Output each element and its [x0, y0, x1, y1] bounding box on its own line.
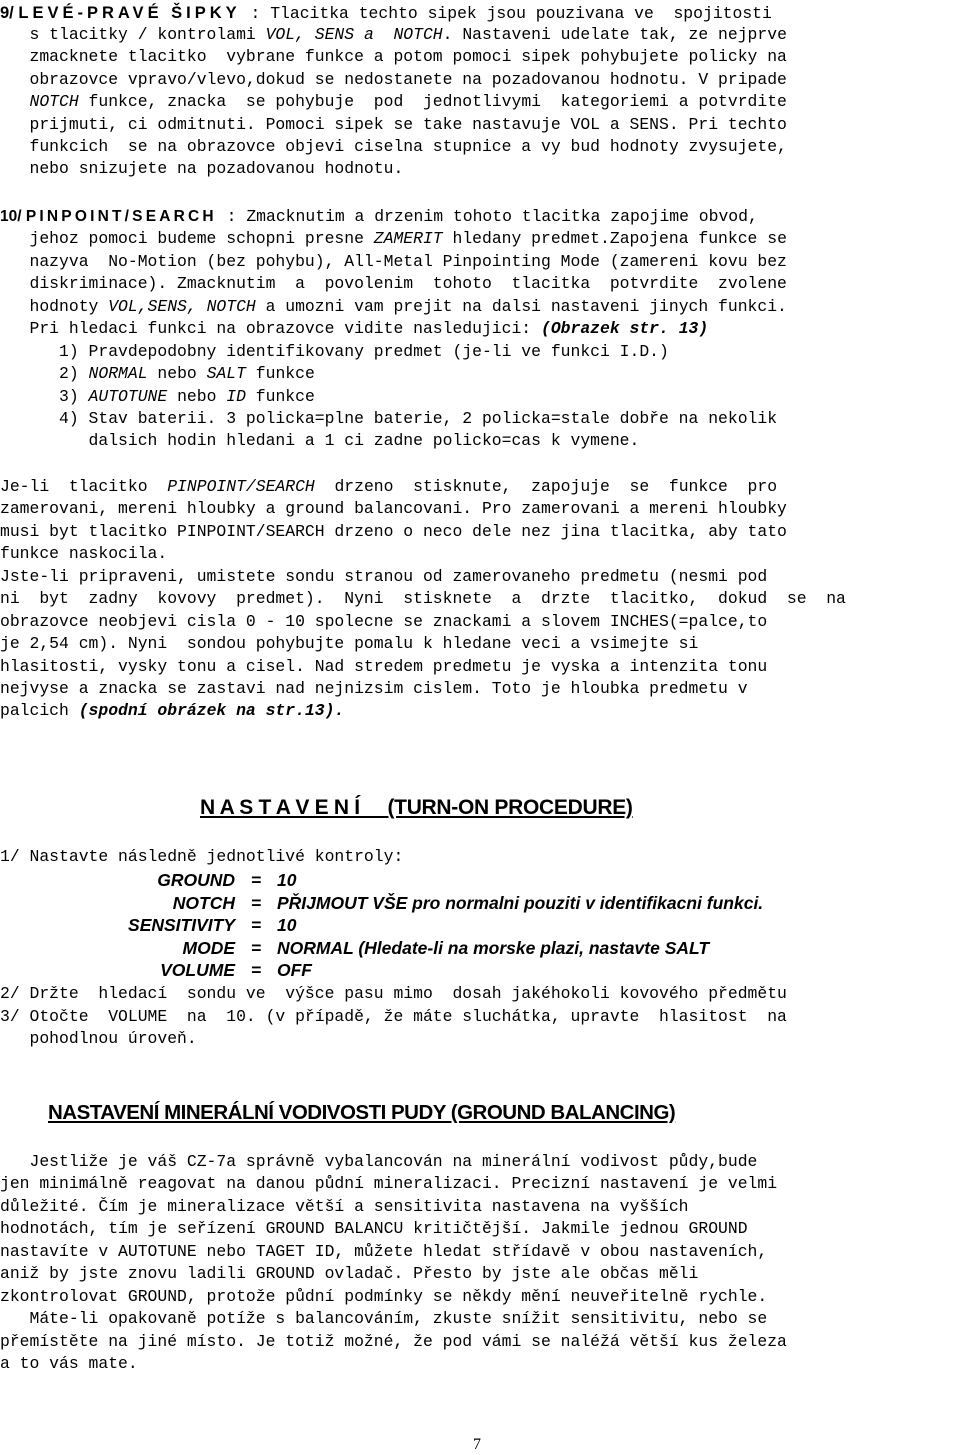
setting-equals: =	[250, 938, 262, 958]
pinpoint-line-9: hlasitosti, vysky tonu a cisel. Nad stredem predmetu je vyska a intenzita tonu	[0, 657, 768, 676]
section10-line-4: diskriminace). Zmacknutim a povolenim tohoto tlacitka potvrdite zvolene	[0, 274, 787, 293]
setting-key: NOTCH	[172, 893, 235, 913]
setting-key: SENSITIVITY	[128, 915, 235, 935]
list-item-italic: AUTOTUNE	[88, 387, 168, 406]
section9-text: s tlacitky / kontrolami	[0, 25, 266, 44]
section10-text: jehoz pomoci budeme schopni presne	[0, 229, 374, 248]
turn-on-title: N A S T A V E N Í (TURN-ON PROCEDURE)	[200, 796, 633, 819]
gb-line: nastavíte v AUTOTUNE nebo TAGET ID, můžete hledat střídavě v obou nastaveních,	[0, 1242, 768, 1261]
pinpoint-line-11	[0, 700, 344, 722]
section10-number: 10/	[0, 208, 26, 225]
section9-heading: LEVÉ-PRAVÉ ŠIPKY	[18, 4, 241, 22]
list-item-text: 3)	[0, 387, 89, 406]
pinpoint-line-10: nejvyse a znacka se zastavi nad nejnizsim cislem. Toto je hloubka predmetu v	[0, 679, 748, 698]
gb-line: Jestliže je váš CZ-7a správně vybalancován na minerální vodivost půdy,bude	[0, 1152, 758, 1171]
setting-key: VOLUME	[160, 960, 235, 980]
turn-on-step-2: 2/ Držte hledací sondu ve výšce pasu mimo dosah jakéhokoli kovového předmětu	[0, 984, 787, 1003]
section9-line-4: obrazovce vpravo/vlevo,dokud se nedostanete na pozadovanou hodnotu. V pripade	[0, 70, 787, 89]
section9-line-6: prijmuti, ci odmitnuti. Pomoci sipek se take nastavuje VOL a SENS. Pri techto	[0, 115, 787, 134]
setting-equals: =	[250, 915, 262, 935]
gb-line: důležité. Čím je mineralizace větší a sensitivita nastavena na vyšších	[0, 1197, 689, 1216]
pinpoint-text: Je-li tlacitko	[0, 477, 168, 496]
section10-line-3: nazyva No-Motion (bez pohybu), All-Metal Pinpointing Mode (zamereni kovu bez	[0, 252, 787, 271]
ground-balancing-title: NASTAVENÍ MINERÁLNÍ VODIVOSTI PUDY (GROUND BALANCING)	[48, 1101, 676, 1124]
list-item	[0, 341, 669, 363]
figure-reference: (Obrazek str. 13)	[540, 319, 709, 338]
section10-line-1	[0, 206, 758, 228]
section10-text: hodnoty	[0, 297, 109, 316]
list-item-text: nebo	[167, 387, 227, 406]
section9-italic-text: NOTCH	[0, 92, 79, 111]
section10-italic-text: VOL,SENS, NOTCH	[108, 297, 256, 316]
setting-value: OFF	[277, 960, 312, 980]
list-item-text: funkce	[245, 387, 315, 406]
section9-number: 9/	[0, 4, 19, 22]
turn-on-step-3: 3/ Otočte VOLUME na 10. (v případě, že máte sluchátka, upravte hlasitost na	[0, 1007, 787, 1026]
pinpoint-line-5: Jste-li pripraveni, umistete sondu stranou od zamerovaneho predmetu (nesmi pod	[0, 567, 768, 586]
setting-ground	[0, 869, 296, 891]
list-item	[0, 363, 315, 385]
gb-line: jen minimálně reagovat na danou půdní mineralizaci. Precizní nastavení je velmi	[0, 1174, 778, 1193]
gb-line: Máte-li opakovaně potíže s balancováním, zkuste snížit sensitivitu, nebo se	[0, 1309, 768, 1328]
pinpoint-text: palcich	[0, 701, 79, 720]
section10-line-5	[0, 296, 787, 318]
setting-equals: =	[250, 960, 262, 980]
section9-line-7: funkcich se na obrazovce objevi ciselna stupnice a vy bud hodnoty zvysujete,	[0, 137, 787, 156]
setting-equals: =	[250, 893, 262, 913]
gb-line: hodnotách, tím je seřízení GROUND BALANCU kritičtější. Jakmile jednou GROUND	[0, 1219, 748, 1238]
list-item-italic: ID	[226, 387, 246, 406]
setting-value: 10	[277, 915, 297, 935]
list-item-italic: NORMAL	[88, 364, 148, 383]
section10-heading: PINPOINT/SEARCH	[25, 208, 217, 225]
section10-line-2	[0, 228, 787, 250]
section9-text: . Nastaveni udelate tak, ze nejprve	[442, 25, 787, 44]
list-item-text: 1) Pravdepodobny identifikovany predmet (je-li ve funkci I.D.)	[0, 342, 669, 361]
setting-key: GROUND	[157, 870, 235, 890]
setting-mode	[0, 937, 709, 959]
setting-value: PŘIJMOUT VŠE pro normalni pouziti v identifikacni funkci.	[277, 893, 764, 913]
list-item-text: 2)	[0, 364, 89, 383]
pinpoint-line-4: funkce naskocila.	[0, 544, 168, 563]
turn-on-step-1: 1/ Nastavte následně jednotlivé kontroly:	[0, 847, 404, 866]
section9-text: : Tlacitka techto sipek jsou pouzivana ve spojitosti	[240, 4, 772, 23]
list-item	[0, 386, 315, 408]
pinpoint-line-7: obrazovce neobjevi cisla 0 - 10 spolecne se znackami a slovem INCHES(=palce,to	[0, 612, 768, 631]
list-item-text: dalsich hodin hledani a 1 ci zadne policko=cas k vymene.	[0, 431, 640, 450]
gb-line: zkontrolovat GROUND, protože půdní podmínky se někdy mění neuveřitelně rychle.	[0, 1287, 768, 1306]
section9-text: funkce, znacka se pohybuje pod jednotlivymi kategoriemi a potvrdite	[78, 92, 787, 111]
list-item-italic: SALT	[206, 364, 246, 383]
section9-italic-text: VOL, SENS a NOTCH	[265, 25, 443, 44]
section10-line-6	[0, 318, 708, 340]
setting-notch	[0, 892, 763, 914]
setting-sensitivity	[0, 914, 296, 936]
setting-value: NORMAL (Hledate-li na morske plazi, nastavte SALT	[277, 938, 710, 958]
pinpoint-line-8: je 2,54 cm). Nyni sondou pohybujte pomalu k hledane veci a vsimejte si	[0, 634, 699, 653]
section9-line-3: zmacknete tlacitko vybrane funkce a potom pomoci sipek pohybujete policky na	[0, 47, 787, 66]
pinpoint-line-2: zamerovani, mereni hloubky a ground balancovani. Pro zamerovani a mereni hloubky	[0, 499, 787, 518]
section9-line-8: nebo snizujete na pozadovanou hodnotu.	[0, 159, 404, 178]
section9-line-1	[0, 2, 772, 25]
gb-line: přemístěte na jiné místo. Je totiž možné, že pod vámi se naléžá větší kus železa	[0, 1332, 787, 1351]
list-item	[0, 430, 639, 452]
list-item-text: funkce	[245, 364, 315, 383]
list-item	[0, 408, 777, 430]
page-number: 7	[473, 1436, 481, 1453]
section10-text: a umozni vam prejit na dalsi nastaveni jinych funkci.	[255, 297, 787, 316]
pinpoint-line-3: musi byt tlacitko PINPOINT/SEARCH drzeno o neco dele nez jina tlacitka, aby tato	[0, 522, 787, 541]
gb-line: aniž by jste znovu ladili GROUND ovladač. Přesto by jste ale občas měli	[0, 1264, 699, 1283]
gb-line: a to vás mate.	[0, 1354, 138, 1373]
section10-italic-text: ZAMERIT	[373, 229, 443, 248]
turn-on-step-3-cont: pohodlnou úroveň.	[0, 1029, 197, 1048]
list-item-text: nebo	[147, 364, 207, 383]
section9-line-5	[0, 91, 787, 113]
setting-key: MODE	[182, 938, 235, 958]
section10-text: hledany predmet.Zapojena funkce se	[442, 229, 787, 248]
setting-volume	[0, 959, 312, 981]
figure-reference: (spodní obrázek na str.13).	[78, 701, 345, 720]
section10-text: : Zmacknutim a drzenim tohoto tlacitka zapojime obvod,	[216, 207, 758, 226]
setting-value: 10	[277, 870, 297, 890]
list-item-text: 4) Stav baterii. 3 policka=plne baterie, 2 policka=stale dobře na nekolik	[0, 409, 778, 428]
section9-line-2	[0, 24, 787, 46]
pinpoint-line-6: ni byt zadny kovovy predmet). Nyni stisknete a drzte tlacitko, dokud se na	[0, 589, 846, 608]
pinpoint-text: drzeno stisknute, zapojuje se funkce pro	[314, 477, 778, 496]
pinpoint-italic-text: PINPOINT/SEARCH	[167, 477, 315, 496]
setting-equals: =	[250, 870, 262, 890]
pinpoint-line-1	[0, 476, 777, 498]
section10-text: Pri hledaci funkci na obrazovce vidite nasledujici:	[0, 319, 541, 338]
